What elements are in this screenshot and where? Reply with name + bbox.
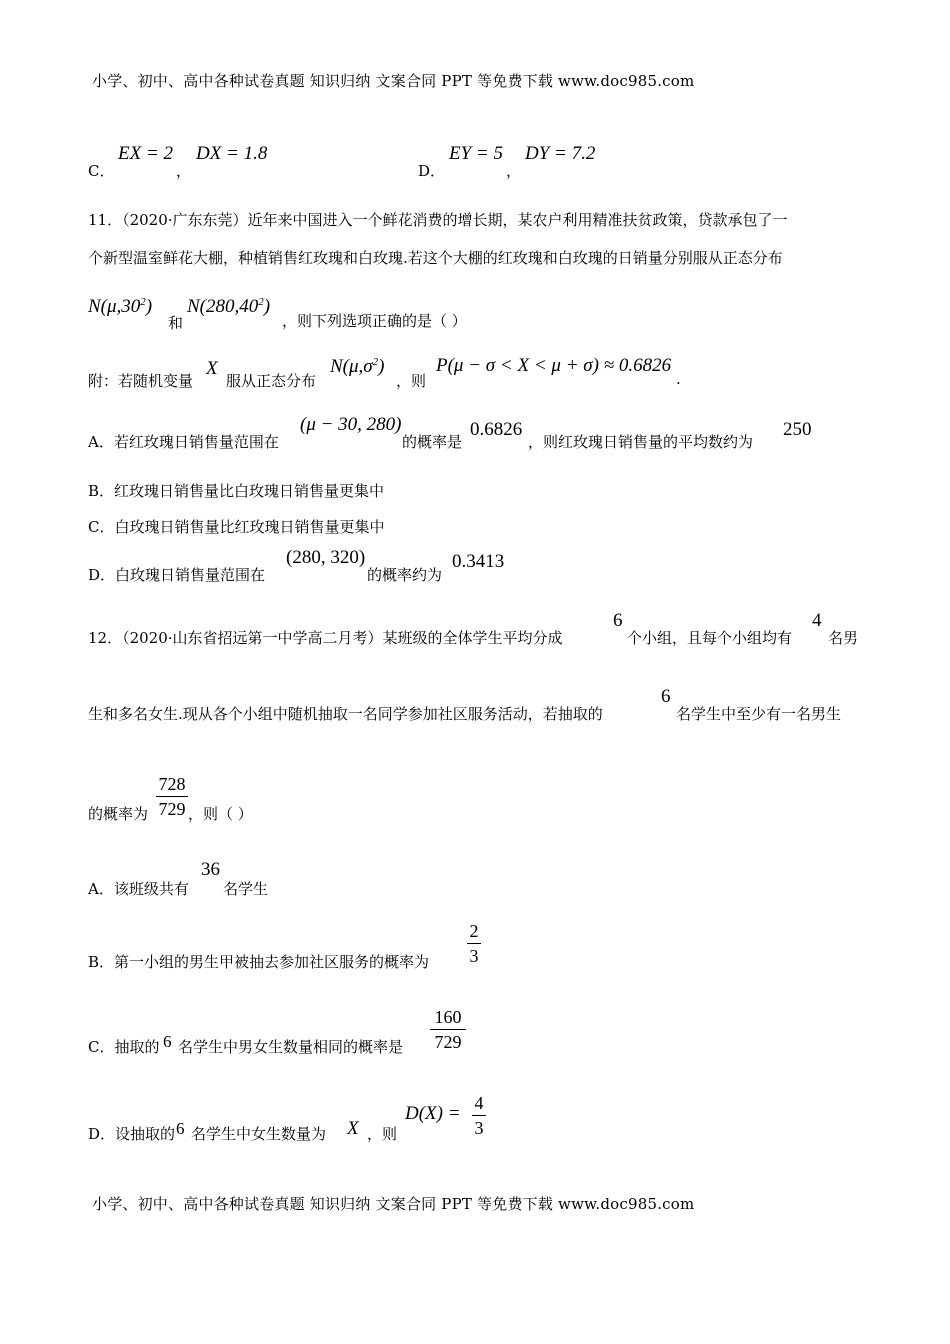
- q12-num-selected: 6: [661, 686, 671, 707]
- q11-dist-red: $N(\mu,30^2)$: [88, 296, 153, 317]
- q11-note-prefix: 附：若随机变量: [88, 372, 194, 390]
- q12-option-d-text: D．设抽取的: [88, 1125, 176, 1143]
- page-footer: 小学、初中、高中各种试卷真题 知识归纳 文案合同 PPT 等免费下载 www.doc985.com: [92, 1195, 695, 1213]
- q12-option-a-text: A．该班级共有: [88, 880, 189, 898]
- q12-option-a-tail: 名学生: [223, 880, 269, 898]
- q10-option-d-ey: EY = 5: [449, 143, 503, 164]
- q11-option-a-value: 250: [783, 419, 812, 440]
- q10-option-c-label: C．: [88, 162, 115, 180]
- q12-stem-line1-c: 名男: [828, 629, 859, 647]
- q12-option-d-expr: D(X) =: [405, 1103, 461, 1124]
- q12-stem-line3-a: 的概率为: [88, 805, 149, 823]
- q11-note-dist: $N(\mu,\sigma^2)$: [330, 356, 385, 377]
- q11-option-d-interval: (280, 320): [286, 547, 366, 568]
- q11-option-a-probability: 0.6826: [470, 419, 523, 440]
- q10-option-d-label: D．: [418, 162, 446, 180]
- q11-dist-white: N(280,40$^2$): [187, 296, 271, 317]
- q11-and: 和: [168, 314, 184, 332]
- q12-num-boys: 4: [812, 610, 822, 631]
- q12-option-d-middle: 名学生中女生数量为: [191, 1125, 327, 1143]
- q11-stem-tail: ，则下列选项正确的是（ ）: [282, 312, 467, 330]
- q12-stem-line1-a: 12．（2020·山东省招远第一中学高二月考）某班级的全体学生平均分成: [88, 629, 563, 647]
- q10-option-c-ex: EX = 2: [118, 143, 174, 164]
- page-header: 小学、初中、高中各种试卷真题 知识归纳 文案合同 PPT 等免费下载 www.doc985.com: [92, 72, 695, 90]
- q12-option-c-middle: 名学生中男女生数量相同的概率是: [178, 1038, 404, 1056]
- q11-option-a-tail: ，则红玫瑰日销售量的平均数约为: [528, 433, 754, 451]
- q11-option-d-middle: 的概率约为: [367, 566, 443, 584]
- q11-option-a-middle: 的概率是: [402, 433, 463, 451]
- q12-num-groups: 6: [613, 610, 623, 631]
- q11-option-d-probability: 0.3413: [452, 551, 505, 572]
- q12-stem-line2-b: 名学生中至少有一名男生: [676, 705, 842, 723]
- q12-option-d-fraction: 4 3: [472, 1093, 486, 1138]
- q10-option-d-comma: ，: [506, 162, 522, 180]
- q11-note-end: .: [676, 370, 681, 388]
- q12-stem-line3-b: ，则（ ）: [188, 805, 253, 823]
- q10-option-c-dx: DX = 1.8: [196, 143, 268, 164]
- q12-option-b-fraction: 2 3: [467, 921, 481, 966]
- q11-option-c: C．白玫瑰日销售量比红玫瑰日销售量更集中: [88, 518, 385, 536]
- q10-option-c-comma: ，: [176, 162, 192, 180]
- q12-option-d-variable: X: [347, 1118, 359, 1139]
- q11-option-a-interval: (μ − 30, 280): [300, 414, 402, 435]
- q11-stem-line1: 11．（2020·广东东莞）近年来中国进入一个鲜花消费的增长期，某农户利用精准扶贫政策，贷款承包了一: [88, 211, 788, 229]
- q11-note-variable: X: [206, 358, 218, 379]
- q11-note-then: ，则: [396, 372, 427, 390]
- q11-stem-line3: [88, 296, 152, 318]
- q12-option-d-six: 6: [176, 1119, 185, 1138]
- q11-option-a-text: A．若红玫瑰日销售量范围在: [88, 433, 279, 451]
- q12-option-b-text: B．第一小组的男生甲被抽去参加社区服务的概率为: [88, 953, 430, 971]
- q12-option-c-text: C．抽取的: [88, 1038, 160, 1056]
- q11-stem-line2: 个新型温室鲜花大棚，种植销售红玫瑰和白玫瑰.若这个大棚的红玫瑰和白玫瑰的日销量分别服从正态分布: [88, 249, 783, 267]
- q11-note-middle: 服从正态分布: [226, 372, 317, 390]
- q12-option-c-six: 6: [163, 1032, 172, 1051]
- q10-option-d-dy: DY = 7.2: [525, 143, 596, 164]
- q12-option-d-then: ，则: [367, 1125, 398, 1143]
- q12-option-c-fraction: 160 729: [430, 1007, 466, 1052]
- q12-option-a-value: 36: [201, 859, 220, 880]
- q11-option-d-text: D．白玫瑰日销售量范围在: [88, 566, 266, 584]
- q12-probability-fraction: 728 729: [156, 774, 188, 819]
- q12-stem-line1-b: 个小组，且每个小组均有: [627, 629, 793, 647]
- q11-option-b: B．红玫瑰日销售量比白玫瑰日销售量更集中: [88, 482, 385, 500]
- q12-stem-line2-a: 生和多名女生.现从各个小组中随机抽取一名同学参加社区服务活动，若抽取的: [88, 705, 603, 723]
- q11-note-probability: P(μ − σ < X < μ + σ) ≈ 0.6826: [436, 355, 672, 376]
